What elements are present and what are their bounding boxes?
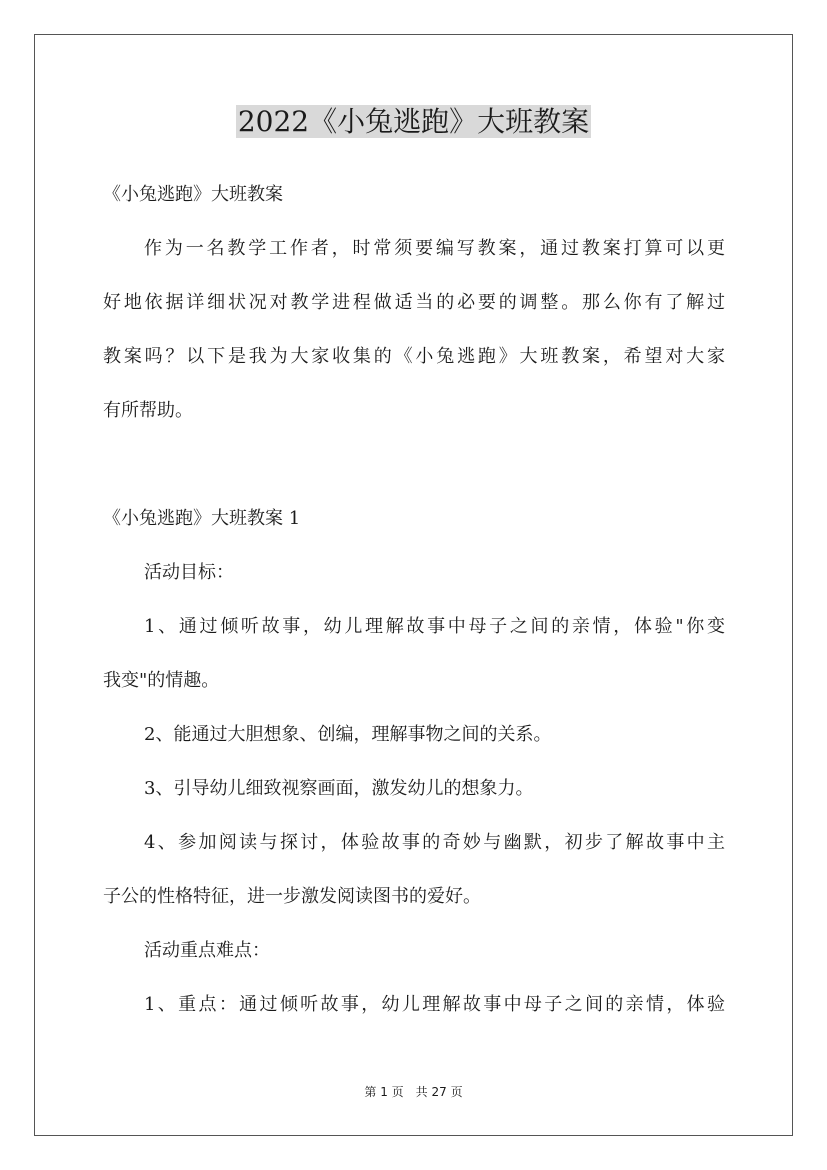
goals-label: 活动目标：: [144, 562, 234, 583]
document-subtitle: 《小兔逃跑》大班教案: [103, 184, 283, 205]
intro-line-4: 有所帮助。: [103, 400, 193, 421]
goal-3: 3、引导幼儿细致视察画面，激发幼儿的想象力。: [144, 778, 534, 799]
page-number-footer: 第 1 页 共 27 页: [364, 1085, 463, 1099]
goal-4-line-2: 子公的性格特征，进一步激发阅读图书的爱好。: [103, 886, 481, 907]
goal-1-line-1: 1、通过倾听故事，幼儿理解故事中母子之间的亲情，体验"你变: [144, 616, 725, 637]
focus-1-line-1: 1、重点：通过倾听故事，幼儿理解故事中母子之间的亲情，体验: [144, 994, 725, 1015]
goal-4-line-1: 4、参加阅读与探讨，体验故事的奇妙与幽默，初步了解故事中主: [144, 832, 725, 853]
focus-label: 活动重点难点：: [144, 940, 270, 961]
document-title: [0, 102, 827, 142]
goal-1-line-2: 我变"的情趣。: [103, 670, 220, 691]
document-title-text: 2022《小兔逃跑》大班教案: [237, 105, 590, 138]
section-heading: 《小兔逃跑》大班教案 1: [103, 508, 301, 529]
intro-line-2: 好地依据详细状况对教学进程做适当的必要的调整。那么你有了解过: [103, 292, 725, 313]
goal-2: 2、能通过大胆想象、创编，理解事物之间的关系。: [144, 724, 552, 745]
intro-line-1: 作为一名教学工作者，时常须要编写教案，通过教案打算可以更: [144, 238, 725, 259]
intro-line-3: 教案吗？以下是我为大家收集的《小兔逃跑》大班教案，希望对大家: [103, 346, 725, 367]
